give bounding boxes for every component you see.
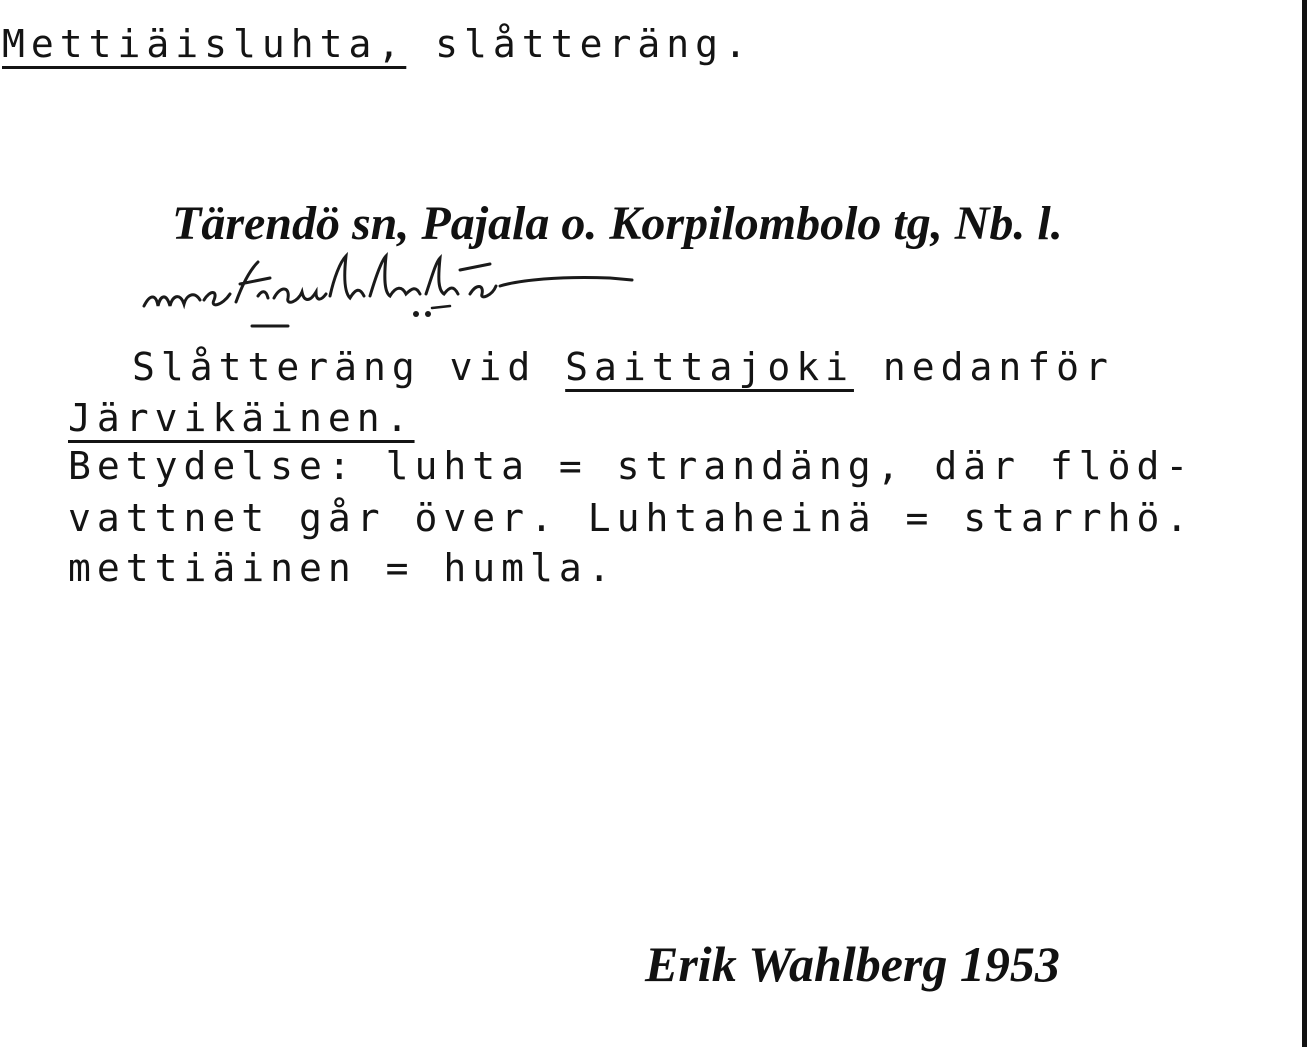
description-end: nedanför (853, 345, 1114, 389)
description-start: Slåtteräng vid (132, 345, 566, 389)
place-name-river: Saittajoki (565, 345, 854, 389)
headword-line (2, 22, 753, 66)
meaning-line-2: vattnet går över. Luhtaheinä = starrhö. (68, 496, 1195, 540)
meaning-line-3: mettiäinen = humla. (68, 546, 617, 590)
description-line-2 (68, 396, 415, 440)
card-edge (1302, 0, 1307, 1047)
headword: Mettiäisluhta, (2, 22, 407, 66)
meaning-line-1: Betydelse: luhta = strandäng, där flöd- (68, 444, 1195, 488)
handwritten-form (140, 250, 660, 340)
location-line: Tärendö sn, Pajala o. Korpilombolo tg, Nb. l. (172, 197, 1063, 250)
collector-signature: Erik Wahlberg 1953 (645, 936, 1060, 992)
description-line-1 (132, 345, 1114, 389)
headword-gloss: slåtteräng. (406, 22, 753, 66)
place-name-village: Järvikäinen. (68, 396, 415, 440)
